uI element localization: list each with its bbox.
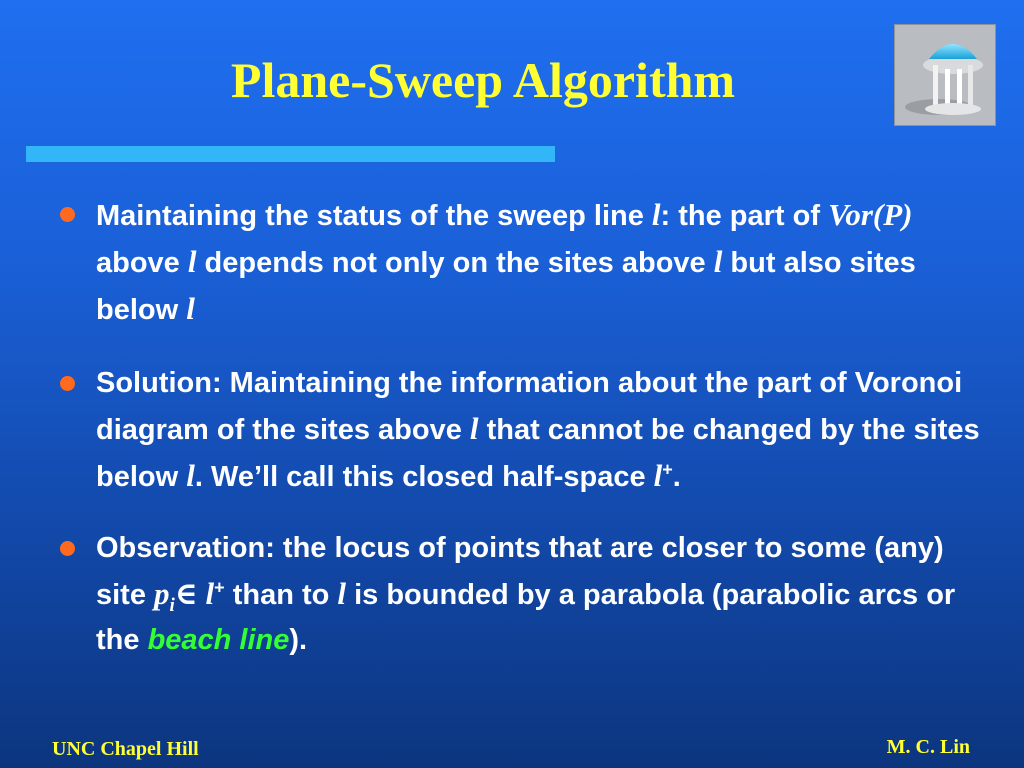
superscript-plus: + [214,577,225,598]
bullet-text: : the part of [660,200,829,232]
bullet-text: . [672,461,681,493]
math-symbol: l [186,458,195,493]
math-symbol: l [337,576,347,611]
bullet-text: Observation: the locus of points that are closer to some (any) site [96,532,944,611]
superscript-plus: + [662,459,673,480]
title-underline-bar [26,146,555,162]
old-well-logo [894,24,996,126]
bullet-dot [60,541,75,556]
bullet-text: above [96,247,188,279]
element-of-symbol: ∈ [174,576,198,611]
math-symbol: l [197,576,215,611]
bullet-text: that cannot be changed by the sites below [96,414,980,493]
bullet-item-2 [60,361,1000,500]
math-symbol: p [154,576,170,611]
math-symbol: l [187,244,197,279]
bullet-text: Solution: Maintaining the information about the part of Voronoi diagram of the sites above [96,367,963,446]
bullet-text: than to [224,579,338,611]
bullet-list [60,192,1000,663]
bullet-dot [60,376,75,391]
bullet-item-3 [60,526,1000,663]
footer-author: M. C. Lin [886,736,970,758]
slide-title: Plane-Sweep Algorithm [230,52,736,108]
footer-institution: UNC Chapel Hill [52,738,199,760]
math-symbol: l [713,244,723,279]
math-symbol: l [651,197,661,232]
bullet-text: . We’ll call this closed half-space [194,461,654,493]
old-well-icon [895,25,995,125]
highlighted-term: beach line [147,624,290,656]
bullet-text: but also sites below [96,247,916,326]
math-symbol: Vor(P) [828,197,913,232]
math-symbol: l [653,458,663,493]
math-symbol: l [469,411,479,446]
bullet-text: is bounded by a parabola (parabolic arcs or the [96,579,956,656]
math-symbol: l [186,291,195,326]
bullet-dot [60,207,75,222]
bullet-text: ). [289,624,308,656]
bullet-text: Maintaining the status of the sweep line [96,200,652,232]
subscript-i: i [169,594,175,616]
bullet-item-1 [60,192,1000,333]
bullet-text: depends not only on the sites above [196,247,714,279]
